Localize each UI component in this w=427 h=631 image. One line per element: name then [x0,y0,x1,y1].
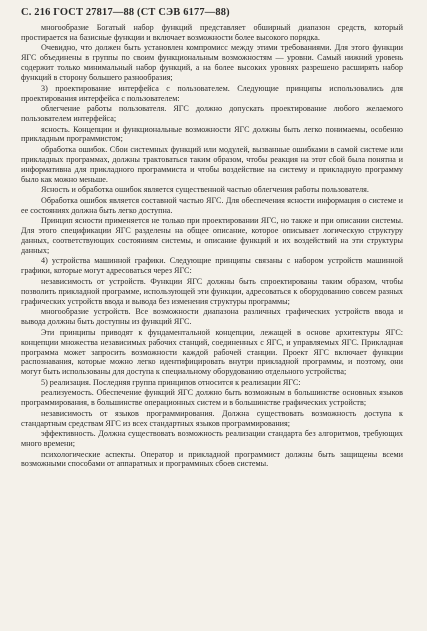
paragraph: 3) проектирование интерфейса с пользователем. Следующие принципы использовались для проектирования интерфейса с пользователем: [21,83,403,103]
page-header: С. 216 ГОСТ 27817—88 (СТ СЭВ 6177—88) [21,7,230,18]
paragraph: Ясность и обработка ошибок является существенной частью облегчения работы пользователя. [41,185,369,195]
paragraph: Очевидно, что должен быть установлен компромисс между этими требованиями. Для этого функции ЯГС объединены в группы по своим функциональным возможностям — уровни. Самый нижний уровень содержит только минимальный набор функций, а на более высоких уровнях разрешено расширять набор функций в сторону большего разнообразия; [21,43,403,83]
paragraph: психологические аспекты. Оператор и прикладной программист должны быть защищены всеми возможными способами от аппаратных и программных сбоев системы. [21,449,403,469]
paragraph: ясность. Концепции и функциональные возможности ЯГС должны быть легко понимаемы, особенно прикладным программистом; [21,124,403,144]
paragraph: независимость от языков программирования. Должна существовать возможность доступа к стандартным средствам ЯГС из всех стандартных языков программирования; [21,408,403,428]
paragraph: Принцип ясности применяется не только при проектировании ЯГС, но также и при описании системы. Для этого спецификации ЯГС разделены на общее описание, которое описывает логическую структуру данных, соответствующих состояниям системы, и описание функций и их воздействий на эти структуры данных; [21,216,403,255]
paragraph: независимость от устройств. Функции ЯГС должны быть спроектированы таким образом, чтобы позволить прикладной программе, использующей эти функции, адресоваться к оборудованию совсем разных графических устройств ввода и вывода без изменения структуры программы; [21,276,403,306]
paragraph: реализуемость. Обеспечение функций ЯГС должно быть возможным в большинстве основных языков программирования, в большинстве операционных систем и в большинстве графических устройств; [21,388,403,408]
paragraph: многообразие Богатый набор функций представляет обширный диапазон средств, который простирается на базисные функции и включает возможности более высокого порядка. [21,23,403,42]
paragraph: эффективность. Должна существовать возможность реализации стандарта без алгоритмов, требующих много времени; [21,429,403,449]
document-body [21,23,403,469]
paragraph: 5) реализация. Последняя группа принципов относится к реализации ЯГС: [41,377,301,387]
paragraph: обработка ошибок. Сбои системных функций или модулей, вызванные ошибками в самой системе или прикладных программах, должны трактоваться таким образом, чтобы реакция на этот сбой была понятна и информативна для прикладного программиста и чтобы воздействие на систему и прикладную программу было как можно меньше. [21,144,403,184]
paragraph: облегчение работы пользователя. ЯГС должно допускать проектирование любого желаемого пользователем интерфейса; [21,104,403,124]
paragraph: Обработка ошибок является составной частью ЯГС. Для обеспечения ясности информация о системе и ее состояниях должна быть легко доступна. [21,195,403,215]
paragraph: 4) устройства машинной графики. Следующие принципы связаны с набором устройств машинной графики, которые могут адресоваться через ЯГС: [21,256,403,276]
paragraph: Эти принципы приводят к фундаментальной концепции, лежащей в основе архитектуры ЯГС: концепции множества независимых рабочих станций, соединенных с ЯГС, и управляемых ЯГС. Прикладная программа может запросить возможности каждой рабочей станции. Проект ЯГС включает функции распознавания, которые можно легко идентифицировать внутри прикладной программы, и поэтому, они могут быть использованы для доступа к специальному оборудованию отдельного устройства; [21,327,403,377]
paragraph: многообразие устройств. Все возможности диапазона различных графических устройств ввода и вывода должны быть доступны из функций ЯГС. [21,307,403,327]
